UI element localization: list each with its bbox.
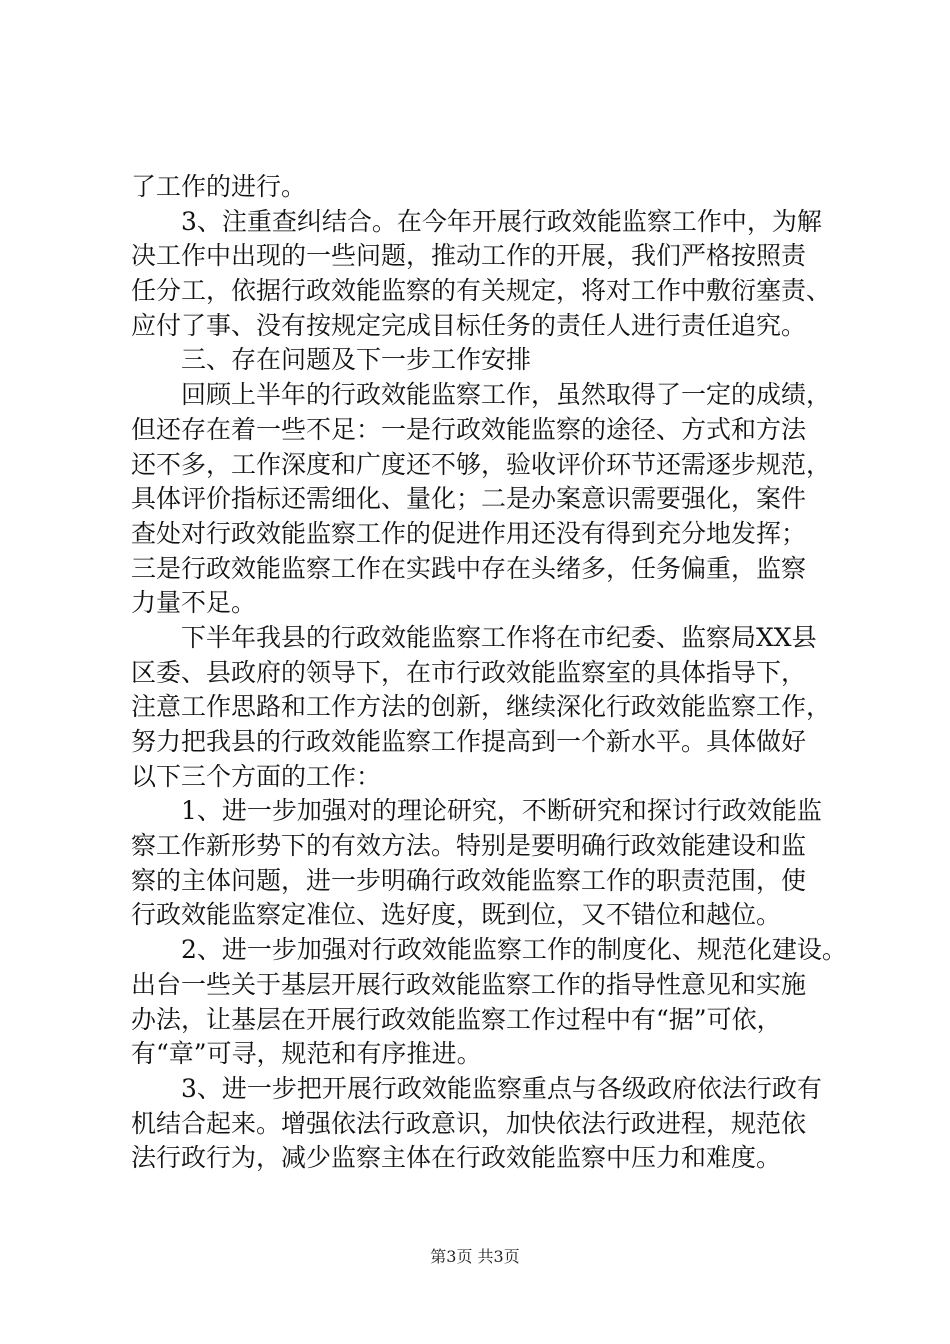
text-line: 力量不足。 xyxy=(131,588,257,618)
text-line: 察的主体问题，进一步明确行政效能监察工作的职责范围，使 xyxy=(131,865,807,895)
text-line: 机结合起来。增强依法行政意识，加快依法行政进程，规范依 xyxy=(131,1108,807,1138)
text-line: 回顾上半年的行政效能监察工作，虽然取得了一定的成绩， xyxy=(131,380,832,410)
text-line: 具体评价指标还需细化、量化；二是办案意识需要强化，案件 xyxy=(131,484,807,514)
text-line: 办法，让基层在开展行政效能监察工作过程中有“据”可依， xyxy=(131,1004,782,1034)
document-body xyxy=(131,170,847,1176)
text-line: 应付了事、没有按规定完成目标任务的责任人进行责任追究。 xyxy=(131,310,807,340)
text-line: 出台一些关于基层开展行政效能监察工作的指导性意见和实施 xyxy=(131,969,807,999)
text-line: 区委、县政府的领导下，在市行政效能监察室的具体指导下， xyxy=(131,657,807,687)
text-line: 法行政行为，减少监察主体在行政效能监察中压力和难度。 xyxy=(131,1143,782,1173)
text-line: 以下三个方面的工作： xyxy=(131,761,382,791)
text-line: 决工作中出现的一些问题，推动工作的开展，我们严格按照责 xyxy=(131,241,807,271)
text-line: 行政效能监察定准位、选好度，既到位，又不错位和越位。 xyxy=(131,900,782,930)
page-number-footer: 第3页 共3页 xyxy=(430,1247,520,1266)
text-line: 但还存在着一些不足：一是行政效能监察的途径、方式和方法 xyxy=(131,414,807,444)
text-line: 任分工，依据行政效能监察的有关规定，将对工作中敷衍塞责、 xyxy=(131,276,832,306)
text-line: 3、注重查纠结合。在今年开展行政效能监察工作中，为解 xyxy=(131,206,822,236)
text-line: 注意工作思路和工作方法的创新，继续深化行政效能监察工作， xyxy=(131,692,832,722)
text-line: 下半年我县的行政效能监察工作将在市纪委、监察局XX县 xyxy=(131,622,817,652)
text-line: 3、进一步把开展行政效能监察重点与各级政府依法行政有 xyxy=(131,1073,822,1103)
text-line: 1、进一步加强对的理论研究，不断研究和探讨行政效能监 xyxy=(131,796,822,826)
text-line: 察工作新形势下的有效方法。特别是要明确行政效能建设和监 xyxy=(131,831,807,861)
text-line: 2、进一步加强对行政效能监察工作的制度化、规范化建设。 xyxy=(131,935,847,965)
text-line: 还不多，工作深度和广度还不够，验收评价环节还需逐步规范， xyxy=(131,449,832,479)
section-heading: 三、存在问题及下一步工作安排 xyxy=(131,345,532,375)
text-line: 努力把我县的行政效能监察工作提高到一个新水平。具体做好 xyxy=(131,727,807,756)
text-line: 查处对行政效能监察工作的促进作用还没有得到充分地发挥； xyxy=(131,518,807,548)
text-line: 有“章”可寻，规范和有序推进。 xyxy=(131,1039,482,1069)
text-line: 三是行政效能监察工作在实践中存在头绪多，任务偏重，监察 xyxy=(131,553,807,583)
text-line: 了工作的进行。 xyxy=(131,172,307,201)
